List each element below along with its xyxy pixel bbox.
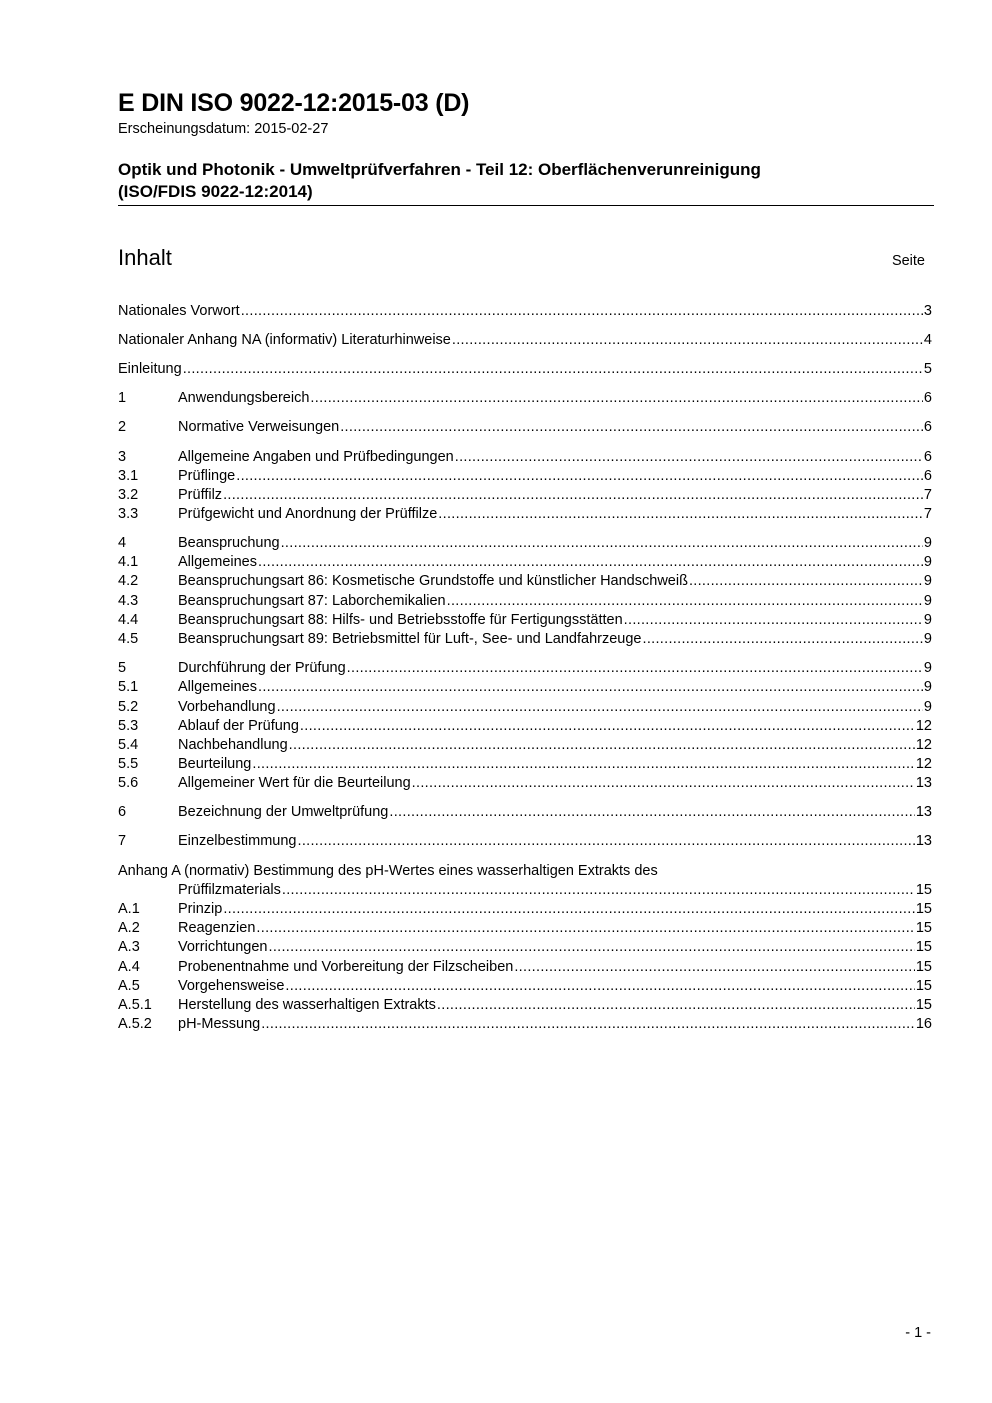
toc-entry[interactable]	[118, 881, 932, 900]
toc-entry-page: 13	[915, 775, 932, 791]
toc-entry[interactable]	[118, 900, 932, 919]
toc-entry-text: Reagenzien	[178, 920, 256, 936]
toc-entry-number: 2	[118, 419, 127, 435]
toc-entry-page: 9	[923, 660, 932, 676]
toc-entry-line	[178, 900, 932, 919]
toc-entry-line	[178, 467, 932, 486]
document-id: E DIN ISO 9022-12:2015-03 (D)	[118, 89, 470, 117]
toc-entry-page: 13	[915, 804, 932, 820]
document-title	[118, 159, 761, 203]
toc-entry-number: A.5.2	[118, 1016, 152, 1032]
toc-entry-text: Nationales Vorwort	[118, 303, 240, 319]
toc-entry[interactable]	[118, 1015, 932, 1034]
toc-dot-leader	[455, 448, 923, 467]
toc-entry-line	[178, 717, 932, 736]
toc-entry-text: Allgemeines	[178, 679, 257, 695]
toc-entry-text: Beanspruchung	[178, 535, 280, 551]
toc-entry-line	[118, 331, 932, 350]
toc-entry-line	[178, 938, 932, 957]
toc-dot-leader	[437, 996, 915, 1015]
toc-entry-text: Beanspruchungsart 86: Kosmetische Grundstoffe und künstlicher Handschweiß	[178, 573, 688, 589]
toc-entry-page: 9	[923, 573, 932, 589]
toc-entry-number: 6	[118, 804, 127, 820]
toc-entry[interactable]	[118, 977, 932, 996]
toc-entry[interactable]	[118, 832, 932, 851]
toc-entry[interactable]	[118, 611, 932, 630]
toc-entry-number: 4.4	[118, 612, 139, 628]
toc-dot-leader	[277, 698, 923, 717]
toc-entry[interactable]	[118, 958, 932, 977]
toc-entry-page: 9	[923, 679, 932, 695]
toc-entry-number: 5.3	[118, 718, 139, 734]
toc-entry-line	[178, 698, 932, 717]
toc-entry[interactable]	[118, 774, 932, 793]
toc-dot-leader	[285, 977, 914, 996]
toc-entry-number: A.4	[118, 959, 140, 975]
toc-entry-page: 12	[915, 718, 932, 734]
toc-entry[interactable]	[118, 572, 932, 591]
toc-entry-line	[178, 418, 932, 437]
toc-entry-text: Prüffilzmaterials	[178, 882, 281, 898]
toc-entry-line	[178, 919, 932, 938]
toc-entry[interactable]	[118, 717, 932, 736]
toc-entry-text: Anhang A (normativ) Bestimmung des pH-Wertes eines wasserhaltigen Extrakts des	[118, 863, 658, 879]
toc-dot-leader	[289, 736, 915, 755]
toc-entry-number: 1	[118, 390, 127, 406]
toc-entry-text: Normative Verweisungen	[178, 419, 340, 435]
toc-entry-text: Beanspruchungsart 87: Laborchemikalien	[178, 593, 446, 609]
toc-entry-page: 6	[923, 449, 932, 465]
toc-entry-page: 12	[915, 756, 932, 772]
title-line-1: Optik und Photonik - Umweltprüfverfahren - Teil 12: Oberflächenverunreinigung	[118, 160, 761, 179]
toc-dot-leader	[252, 755, 915, 774]
toc-entry[interactable]	[118, 755, 932, 774]
toc-entry[interactable]	[118, 486, 932, 505]
toc-entry[interactable]	[118, 331, 932, 350]
toc-entry-text: Prüffilz	[178, 487, 223, 503]
toc-entry-page: 16	[915, 1016, 932, 1032]
toc-entry-number: 3.1	[118, 468, 139, 484]
toc-entry-text: Allgemeiner Wert für die Beurteilung	[178, 775, 411, 791]
toc-entry-number: 5.4	[118, 737, 139, 753]
toc-entry-number: A.5	[118, 978, 140, 994]
toc-entry-text: Vorgehensweise	[178, 978, 285, 994]
toc-entry-text: Nachbehandlung	[178, 737, 288, 753]
toc-dot-leader	[268, 938, 914, 957]
toc-entry[interactable]	[118, 803, 932, 822]
toc-dot-leader	[689, 572, 923, 591]
toc-entry-page: 6	[923, 468, 932, 484]
toc-dot-leader	[258, 678, 923, 697]
toc-entry[interactable]	[118, 996, 932, 1015]
toc-entry-text: Beurteilung	[178, 756, 252, 772]
toc-entry-text: Allgemeines	[178, 554, 257, 570]
toc-entry-text: Bezeichnung der Umweltprüfung	[178, 804, 389, 820]
toc-entry-text: Einzelbestimmung	[178, 833, 297, 849]
publication-date: Erscheinungsdatum: 2015-02-27	[118, 121, 329, 137]
toc-entry-page: 9	[923, 554, 932, 570]
toc-entry[interactable]	[118, 630, 932, 649]
toc-entry-line	[178, 881, 932, 900]
toc-entry-text: pH-Messung	[178, 1016, 261, 1032]
toc-entry-page: 4	[923, 332, 932, 348]
toc-entry-number: 3.3	[118, 506, 139, 522]
toc-dot-leader	[183, 360, 923, 379]
toc-entry-page: 6	[923, 419, 932, 435]
toc-dot-leader	[389, 803, 914, 822]
toc-entry-number: 3	[118, 449, 127, 465]
toc-entry[interactable]	[118, 678, 932, 697]
toc-dot-leader	[281, 534, 923, 553]
toc-entry-line	[178, 630, 932, 649]
toc-entry[interactable]	[118, 698, 932, 717]
toc-entry-line	[178, 592, 932, 611]
toc-entry-page: 15	[915, 978, 932, 994]
toc-entry[interactable]	[118, 534, 932, 553]
toc-entry[interactable]	[118, 938, 932, 957]
toc-entry-number: 7	[118, 833, 127, 849]
toc-entry-number: 4.2	[118, 573, 139, 589]
toc-entry-page: 6	[923, 390, 932, 406]
toc-heading: Inhalt	[118, 245, 172, 270]
toc-entry-line	[178, 832, 932, 851]
toc-dot-leader	[452, 331, 923, 350]
toc-entry[interactable]	[118, 467, 932, 486]
toc-entry-line	[178, 572, 932, 591]
toc-entry-page: 9	[923, 699, 932, 715]
toc-entry-text: Probenentnahme und Vorbereitung der Filzscheiben	[178, 959, 514, 975]
toc-entry[interactable]	[118, 862, 932, 881]
toc-entry-text: Herstellung des wasserhaltigen Extrakts	[178, 997, 436, 1013]
toc-entry-number: 5	[118, 660, 127, 676]
toc-entry-line	[178, 505, 932, 524]
toc-entry-line	[178, 678, 932, 697]
toc-entry[interactable]	[118, 553, 932, 572]
toc-dot-leader	[256, 919, 914, 938]
toc-entry-line	[178, 1015, 932, 1034]
toc-entry-page: 15	[915, 997, 932, 1013]
toc-entry-number: A.1	[118, 901, 140, 917]
toc-entry-page: 15	[915, 939, 932, 955]
toc-entry-page: 9	[923, 612, 932, 628]
toc-entry-page: 15	[915, 882, 932, 898]
toc-page-column-label: Seite	[891, 253, 925, 269]
toc-entry-page: 13	[915, 833, 932, 849]
toc-entry-number: 4.5	[118, 631, 139, 647]
toc-entry-number: 4	[118, 535, 127, 551]
toc-entry-line	[178, 977, 932, 996]
toc-entry-number: 5.6	[118, 775, 139, 791]
toc-entry-number: A.3	[118, 939, 140, 955]
toc-entry[interactable]	[118, 505, 932, 524]
page-number: - 1 -	[905, 1325, 931, 1341]
toc-dot-leader	[624, 611, 923, 630]
toc-entry[interactable]	[118, 592, 932, 611]
toc-entry-page: 5	[923, 361, 932, 377]
toc-entry-line	[178, 611, 932, 630]
toc-dot-leader	[514, 958, 915, 977]
toc-entry-line	[178, 996, 932, 1015]
toc-entry-text: Prinzip	[178, 901, 223, 917]
toc-entry[interactable]	[118, 389, 932, 408]
toc-entry-page: 15	[915, 959, 932, 975]
toc-entry-text: Einleitung	[118, 361, 182, 377]
toc-entry-page: 9	[923, 535, 932, 551]
toc-entry-line	[178, 659, 932, 678]
toc-entry-line	[178, 448, 932, 467]
toc-entry-number: 4.3	[118, 593, 139, 609]
toc-entry[interactable]	[118, 736, 932, 755]
toc-entry-page: 9	[923, 593, 932, 609]
toc-entry-text: Nationaler Anhang NA (informativ) Literaturhinweise	[118, 332, 451, 348]
toc-entry-line	[118, 360, 932, 379]
toc-dot-leader	[282, 881, 915, 900]
toc-entry-number: A.5.1	[118, 997, 152, 1013]
toc-entry-page: 9	[923, 631, 932, 647]
toc-entry-text: Ablauf der Prüfung	[178, 718, 299, 734]
title-line-2: (ISO/FDIS 9022-12:2014)	[118, 182, 313, 201]
toc-entry-line	[178, 553, 932, 572]
toc-entry-text: Vorbehandlung	[178, 699, 276, 715]
toc-dot-leader	[340, 418, 923, 437]
title-divider	[118, 205, 934, 206]
toc-dot-leader	[412, 774, 915, 793]
toc-entry-line	[178, 736, 932, 755]
toc-entry-number: 3.2	[118, 487, 139, 503]
toc-entry-page: 7	[923, 506, 932, 522]
toc-entry-page: 15	[915, 901, 932, 917]
toc-dot-leader	[241, 302, 923, 321]
toc-entry-page: 3	[923, 303, 932, 319]
toc-entry-page: 15	[915, 920, 932, 936]
toc-dot-leader	[261, 1015, 915, 1034]
toc-entry-number: A.2	[118, 920, 140, 936]
toc-entry-text: Allgemeine Angaben und Prüfbedingungen	[178, 449, 454, 465]
toc-dot-leader	[447, 592, 923, 611]
toc-dot-leader	[438, 505, 923, 524]
toc-entry-line	[178, 389, 932, 408]
toc-entry-line	[178, 486, 932, 505]
toc-entry[interactable]	[118, 919, 932, 938]
toc-entry-text: Beanspruchungsart 89: Betriebsmittel für Luft-, See- und Landfahrzeuge	[178, 631, 642, 647]
toc-entry-text: Anwendungsbereich	[178, 390, 310, 406]
toc-entry-text: Beanspruchungsart 88: Hilfs- und Betriebsstoffe für Fertigungsstätten	[178, 612, 623, 628]
toc-entry[interactable]	[118, 659, 932, 678]
toc-dot-leader	[347, 659, 923, 678]
toc-dot-leader	[236, 467, 923, 486]
toc-entry-number: 5.5	[118, 756, 139, 772]
toc-dot-leader	[258, 553, 923, 572]
toc-entry-number: 4.1	[118, 554, 139, 570]
toc-entry-line	[178, 534, 932, 553]
toc-entry-line	[118, 302, 932, 321]
toc-entry-text: Vorrichtungen	[178, 939, 268, 955]
toc-entry-line	[178, 774, 932, 793]
toc-dot-leader	[297, 832, 914, 851]
toc-entry[interactable]	[118, 302, 932, 321]
toc-entry-line	[178, 755, 932, 774]
toc-entry[interactable]	[118, 418, 932, 437]
toc-entry-page: 7	[923, 487, 932, 503]
toc-entry-text: Prüfgewicht und Anordnung der Prüffilze	[178, 506, 438, 522]
toc-entry[interactable]	[118, 360, 932, 379]
toc-entry-line	[178, 803, 932, 822]
toc-entry[interactable]	[118, 448, 932, 467]
toc-entry-page: 12	[915, 737, 932, 753]
toc-entry-line	[178, 958, 932, 977]
toc-dot-leader	[223, 486, 923, 505]
toc-entry-number: 5.1	[118, 679, 139, 695]
toc-dot-leader	[223, 900, 915, 919]
toc-dot-leader	[300, 717, 915, 736]
toc-entry-text: Durchführung der Prüfung	[178, 660, 346, 676]
toc-dot-leader	[642, 630, 922, 649]
toc-entry-number: 5.2	[118, 699, 139, 715]
toc-entry-text: Prüflinge	[178, 468, 236, 484]
toc-dot-leader	[310, 389, 923, 408]
